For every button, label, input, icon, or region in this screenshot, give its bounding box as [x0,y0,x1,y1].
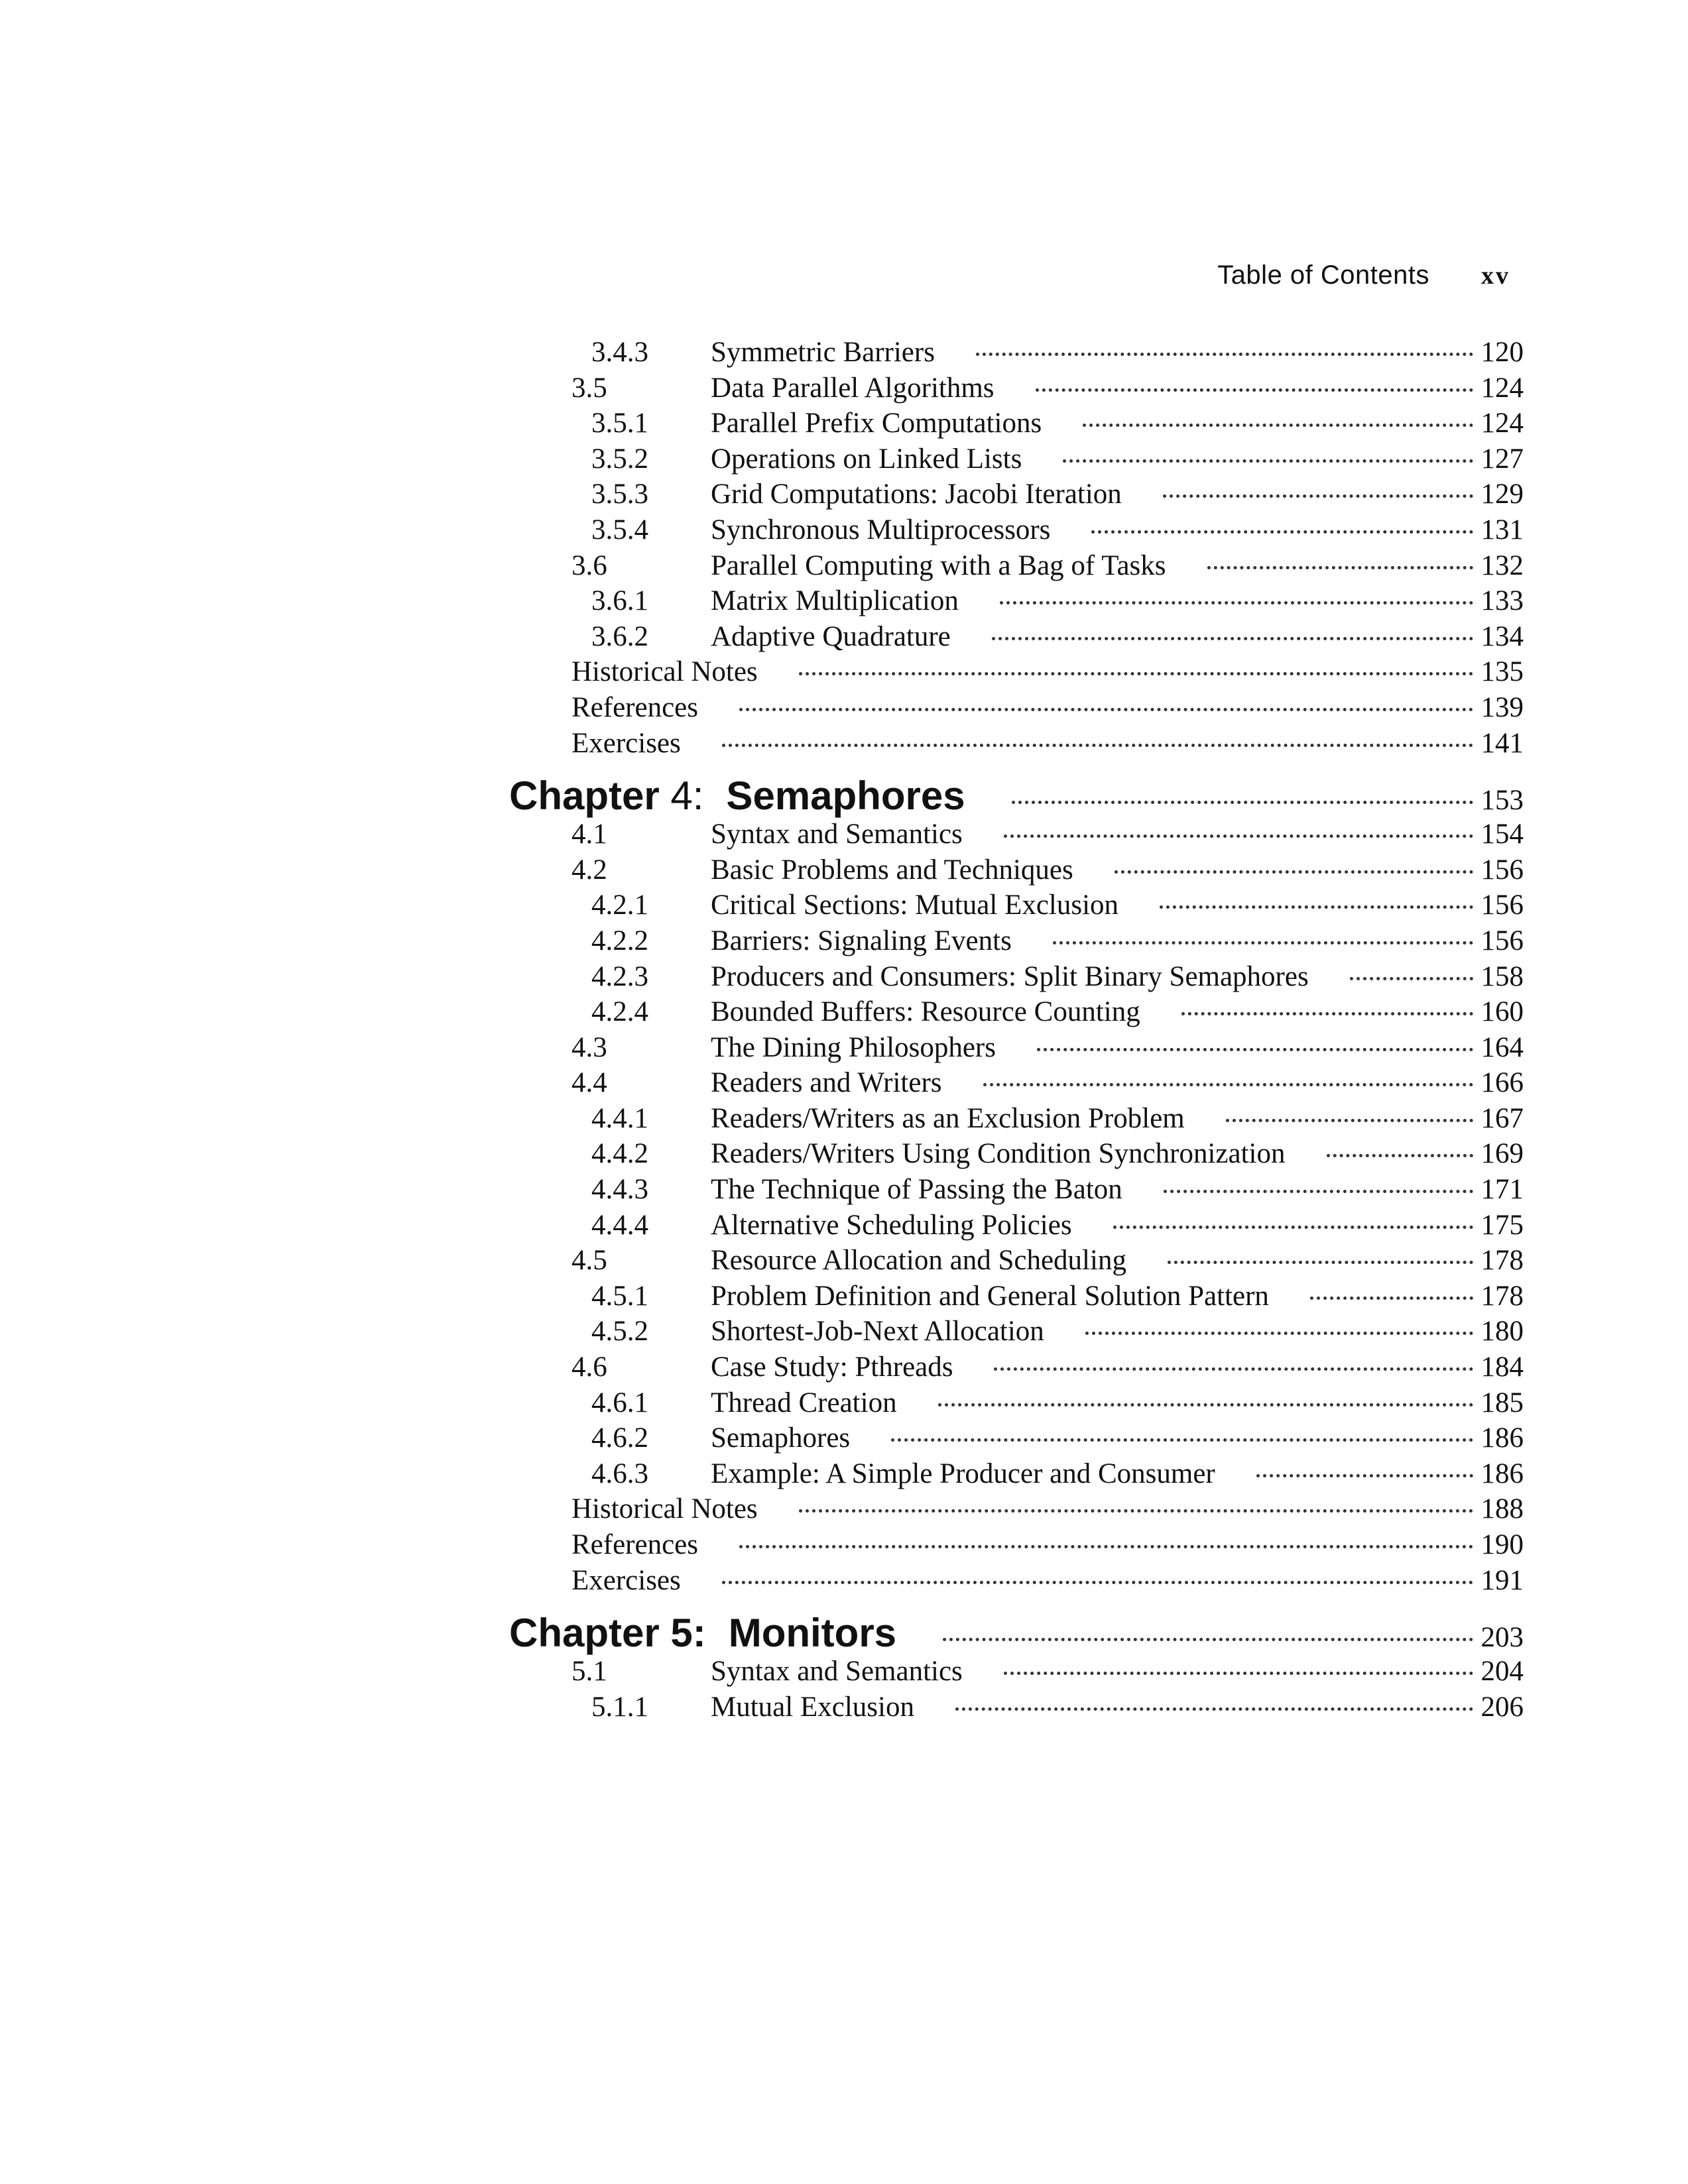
toc-entry-number: 4.5.1 [591,1280,648,1312]
toc-entry-title: Bounded Buffers: Resource Counting [711,996,1140,1028]
toc-entry[interactable] [511,690,1524,726]
dot-leader [722,744,1473,747]
chapter-heading-4[interactable] [511,776,1524,817]
dot-leader [1207,566,1473,569]
toc-entry[interactable] [511,1350,1524,1385]
toc-entry-number: 4.4.1 [591,1102,648,1134]
toc-entry[interactable] [511,852,1524,888]
dot-leader [1164,1190,1473,1193]
toc-entry-title: The Technique of Passing the Baton [711,1174,1122,1206]
toc-entry[interactable] [511,923,1524,959]
toc-entry-page: 156 [1480,925,1524,956]
toc-entry-title: Historical Notes [572,1493,758,1525]
toc-entry-number: 3.6.1 [591,585,648,617]
toc-entry-page: 167 [1480,1102,1524,1134]
dot-leader [1091,530,1473,534]
toc-entry-page: 160 [1480,996,1524,1028]
dot-leader [1350,977,1473,980]
toc-entry[interactable] [511,1563,1524,1599]
toc-entry-number: 4.4.4 [591,1209,648,1241]
toc-entry-page: 188 [1480,1493,1524,1525]
toc-entry-title: The Dining Philosophers [711,1031,996,1063]
toc-entry-page: 206 [1480,1691,1524,1723]
toc-entry[interactable] [511,1527,1524,1563]
toc-entry-page: 185 [1480,1387,1524,1418]
toc-entry-title: Readers and Writers [711,1067,942,1099]
toc-group-chapter-5 [511,1654,1524,1725]
toc-entry-title: Grid Computations: Jacobi Iteration [711,479,1122,510]
dot-leader [739,708,1473,711]
dot-leader [938,1403,1473,1407]
toc-entry[interactable] [511,994,1524,1030]
toc-entry-number: 3.5 [572,372,607,404]
toc-entry-page: 186 [1480,1458,1524,1489]
toc-entry-page: 164 [1480,1031,1524,1063]
toc-entry[interactable] [511,583,1524,619]
toc-entry-number: 4.1 [572,819,607,850]
toc-entry-title: Mutual Exclusion [711,1691,914,1723]
running-header [1217,260,1510,290]
dot-leader [943,1638,1473,1641]
toc-entry-page: 124 [1480,372,1524,404]
toc-entry[interactable] [511,1065,1524,1101]
toc-entry[interactable] [511,1136,1524,1172]
toc-entry-page: 132 [1480,549,1524,581]
toc-entry-page: 178 [1480,1245,1524,1277]
toc-entry-page: 131 [1480,514,1524,546]
toc-entry-number: 3.5.3 [591,479,648,510]
toc-entry-number: 4.4.3 [591,1174,648,1206]
toc-entry-page: 178 [1480,1280,1524,1312]
toc-entry-title: Readers/Writers Using Condition Synchronization [711,1138,1286,1170]
toc-entry[interactable] [511,619,1524,655]
dot-leader [1181,1012,1473,1015]
toc-entry-page: 124 [1480,408,1524,439]
toc-entry-page: 141 [1480,727,1524,759]
toc-entry-number: 4.6.3 [591,1458,648,1489]
toc-entry[interactable] [511,1243,1524,1279]
dot-leader [1226,1119,1473,1122]
toc-entry-number: 3.5.1 [591,408,648,439]
toc-entry[interactable] [511,1385,1524,1421]
toc-group-chapter-4 [511,817,1524,1598]
toc-entry-title: Operations on Linked Lists [711,443,1022,475]
toc-entry-number: 4.4 [572,1067,607,1099]
chapter-label: Chapter 5: [509,1611,706,1656]
toc-entry-page: 135 [1480,656,1524,688]
dot-leader [1168,1261,1473,1264]
toc-entry-title: Semaphores [711,1422,851,1454]
toc-entry-title: References [572,1529,698,1560]
toc-entry-page: 186 [1480,1422,1524,1454]
toc-entry[interactable] [511,1279,1524,1314]
dot-leader [739,1545,1473,1548]
running-header-title: Table of Contents [1217,260,1429,290]
toc-entry-page: 127 [1480,443,1524,475]
toc-entry-number: 3.5.2 [591,443,648,475]
dot-leader [1036,388,1473,392]
toc-entry-title: Thread Creation [711,1387,897,1418]
toc-entry-page: 134 [1480,620,1524,652]
toc-entry-number: 4.5 [572,1245,607,1277]
toc-entry[interactable] [511,1690,1524,1725]
chapter-page: 153 [1480,785,1524,817]
dot-leader [992,637,1473,640]
toc-entry[interactable] [511,548,1524,584]
toc-entry-page: 158 [1480,960,1524,992]
toc-entry-number: 3.5.4 [591,514,648,546]
toc-entry[interactable] [511,1420,1524,1456]
dot-leader [799,1509,1473,1513]
toc-entry-number: 4.2.4 [591,996,648,1028]
toc-entry-page: 139 [1480,691,1524,723]
toc-entry-title: Producers and Consumers: Split Binary Semaphores [711,960,1309,992]
toc-entry-title: Matrix Multiplication [711,585,959,617]
toc-entry-title: Shortest-Job-Next Allocation [711,1316,1044,1348]
toc-entry-title: Readers/Writers as an Exclusion Problem [711,1102,1185,1134]
toc-entry-number: 5.1.1 [591,1691,648,1723]
toc-entry[interactable] [511,1456,1524,1492]
toc-entry-page: 154 [1480,819,1524,850]
dot-leader [891,1438,1473,1442]
table-of-contents [511,335,1524,1725]
toc-entry-title: Problem Definition and General Solution Pattern [711,1280,1269,1312]
toc-entry-page: 133 [1480,585,1524,617]
toc-entry-title: Synchronous Multiprocessors [711,514,1051,546]
toc-entry-number: 4.2.1 [591,890,648,921]
toc-entry-title: Barriers: Signaling Events [711,925,1012,956]
dot-leader [994,1367,1473,1371]
toc-entry[interactable] [511,1208,1524,1243]
dot-leader [1004,1672,1473,1675]
toc-entry[interactable] [511,1172,1524,1208]
toc-entry-title: Adaptive Quadrature [711,620,951,652]
toc-entry[interactable] [511,1314,1524,1350]
toc-entry-title: Historical Notes [572,656,758,688]
toc-entry[interactable] [511,1101,1524,1137]
toc-entry[interactable] [511,726,1524,762]
toc-entry-number: 4.6.2 [591,1422,648,1454]
dot-leader [1115,870,1473,874]
toc-entry-page: 180 [1480,1316,1524,1348]
dot-leader [955,1707,1473,1711]
toc-entry-number: 3.6 [572,549,607,581]
toc-entry-page: 184 [1480,1351,1524,1383]
toc-entry-page: 120 [1480,337,1524,368]
toc-entry-number: 4.6.1 [591,1387,648,1418]
dot-leader [1000,601,1473,604]
toc-entry-page: 166 [1480,1067,1524,1099]
page-number: xv [1481,262,1510,290]
dot-leader [1113,1226,1473,1229]
toc-entry-number: 4.6 [572,1351,607,1383]
toc-entry-page: 175 [1480,1209,1524,1241]
chapter-number: 5: [670,1611,706,1656]
toc-entry[interactable] [511,959,1524,995]
toc-entry[interactable] [511,406,1524,441]
toc-entry-title: Parallel Computing with a Bag of Tasks [711,549,1166,581]
dot-leader [976,353,1473,356]
chapter-title: Monitors [728,1611,897,1656]
chapter-title: Semaphores [726,774,965,819]
dot-leader [722,1581,1473,1584]
toc-entry-number: 4.2 [572,854,607,886]
dot-leader [1004,834,1473,838]
dot-leader [1310,1296,1473,1300]
toc-entry-title: Syntax and Semantics [711,1656,963,1688]
chapter-page: 203 [1480,1622,1524,1654]
toc-entry-number: 3.4.3 [591,337,648,368]
dot-leader [983,1083,1473,1086]
toc-entry-title: Data Parallel Algorithms [711,372,995,404]
dot-leader [1160,905,1473,909]
dot-leader [1083,424,1473,427]
toc-entry-title: Basic Problems and Techniques [711,854,1073,886]
toc-entry-number: 4.2.3 [591,960,648,992]
toc-entry-title: Alternative Scheduling Policies [711,1209,1072,1241]
toc-entry-title: Example: A Simple Producer and Consumer [711,1458,1215,1489]
toc-entry-number: 4.5.2 [591,1316,648,1348]
toc-entry-number: 5.1 [572,1656,607,1688]
toc-entry[interactable] [511,335,1524,371]
dot-leader [1063,459,1473,463]
toc-entry-page: 171 [1480,1174,1524,1206]
toc-entry[interactable] [511,1654,1524,1690]
toc-entry-number: 4.3 [572,1031,607,1063]
toc-entry-title: Case Study: Pthreads [711,1351,953,1383]
dot-leader [1037,1048,1473,1051]
toc-entry-page: 191 [1480,1564,1524,1596]
toc-entry-title: Critical Sections: Mutual Exclusion [711,890,1119,921]
chapter-number: 4: [670,774,704,819]
dot-leader [1256,1474,1473,1477]
toc-entry-title: Syntax and Semantics [711,819,963,850]
dot-leader [1012,801,1473,804]
toc-entry[interactable] [511,1491,1524,1527]
toc-entry-page: 129 [1480,479,1524,510]
chapter-heading-5[interactable] [511,1613,1524,1654]
toc-entry-title: Exercises [572,1564,681,1596]
toc-entry-page: 156 [1480,854,1524,886]
toc-entry[interactable] [511,441,1524,477]
toc-entry[interactable] [511,888,1524,923]
toc-entry-page: 156 [1480,890,1524,921]
toc-entry[interactable] [511,1030,1524,1066]
dot-leader [799,672,1473,675]
toc-entry-title: Resource Allocation and Scheduling [711,1245,1126,1277]
toc-entry-number: 4.2.2 [591,925,648,956]
toc-entry[interactable] [511,371,1524,406]
toc-entry-title: References [572,691,698,723]
toc-entry-number: 4.4.2 [591,1138,648,1170]
toc-entry-page: 169 [1480,1138,1524,1170]
chapter-label: Chapter 4: [509,774,704,819]
dot-leader [1053,941,1473,945]
toc-entry-title: Symmetric Barriers [711,337,935,368]
toc-entry-page: 190 [1480,1529,1524,1560]
toc-entry[interactable] [511,817,1524,852]
toc-entry[interactable] [511,654,1524,690]
toc-entry-title: Exercises [572,727,681,759]
toc-entry-number: 3.6.2 [591,620,648,652]
toc-entry-title: Parallel Prefix Computations [711,408,1042,439]
toc-entry-page: 204 [1480,1656,1524,1688]
dot-leader [1327,1154,1474,1157]
toc-group-chapter-3 [511,335,1524,761]
dot-leader [1163,494,1473,498]
toc-entry[interactable] [511,512,1524,548]
dot-leader [1085,1332,1473,1335]
toc-entry[interactable] [511,477,1524,512]
